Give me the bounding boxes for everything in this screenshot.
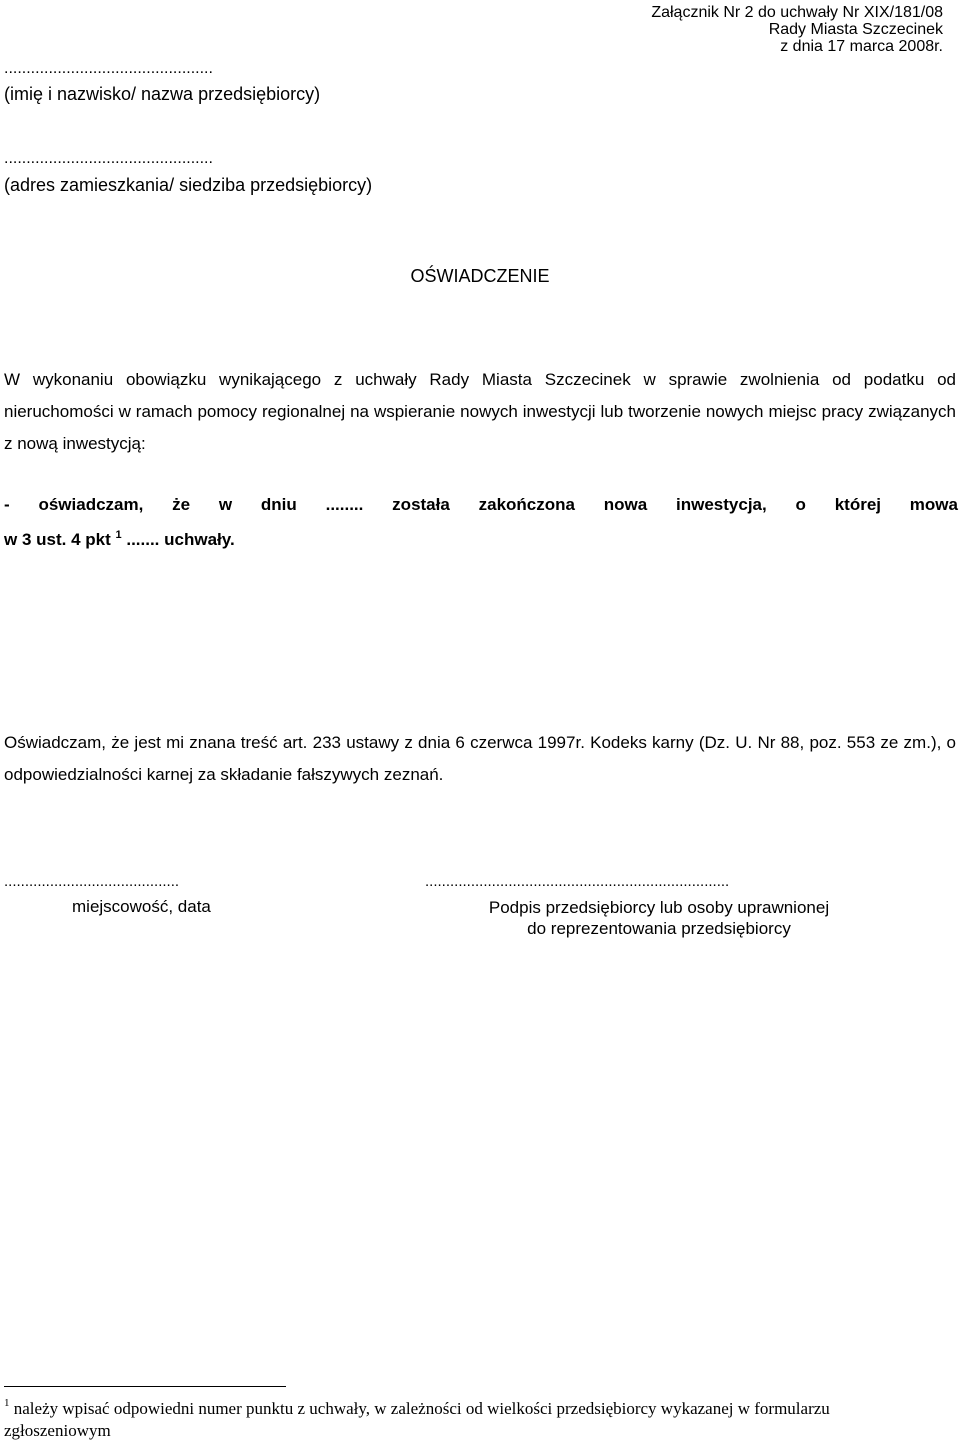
signature-label-line2: do reprezentowania przedsiębiorcy	[527, 919, 791, 938]
signature-label	[480, 897, 838, 939]
footnote-number: 1	[4, 1397, 10, 1409]
signature-dots: .........................................................................	[425, 873, 730, 890]
intro-paragraph: W wykonaniu obowiązku wynikającego z uchwały Rady Miasta Szczecinek w sprawie zwolnienia od podatku od nieruchomości w ramach pomocy regionalnej na wspieranie nowych inwestycji lub tworzenie nowych miejsc pracy związanych z nową inwestycją:	[4, 370, 956, 453]
declaration-line1: - oświadczam, że w dniu ........ została zakończona nowa inwestycja, o której mowa	[4, 495, 958, 514]
attachment-header	[651, 4, 943, 55]
place-date-label: miejscowość, data	[72, 897, 211, 916]
footnote	[4, 1398, 904, 1442]
attachment-header-line2: Rady Miasta Szczecinek	[768, 21, 943, 38]
footnote-reference: 1	[115, 529, 122, 541]
attachment-header-line3: z dnia 17 marca 2008r.	[780, 38, 943, 55]
declaration-line2-start: w 3 ust. 4 pkt	[4, 530, 111, 549]
address-field-dots: ...............................................	[4, 150, 213, 167]
name-field-dots: ...............................................	[4, 60, 213, 77]
place-date-dots: ..........................................	[4, 873, 180, 890]
signature-label-line1: Podpis przedsiębiorcy lub osoby uprawnionej	[488, 898, 830, 917]
footnote-separator	[4, 1386, 286, 1387]
declaration-line2-end: ....... uchwały.	[126, 530, 235, 549]
address-field-caption: (adres zamieszkania/ siedziba przedsiębiorcy)	[4, 175, 373, 195]
document-title: OŚWIADCZENIE	[410, 266, 550, 286]
declaration-line2	[4, 530, 958, 550]
attachment-header-line1: Załącznik Nr 2 do uchwały Nr XIX/181/08	[651, 4, 943, 21]
liability-paragraph: Oświadczam, że jest mi znana treść art. 233 ustawy z dnia 6 czerwca 1997r. Kodeks karny (Dz. U. Nr 88, poz. 553 ze zm.), o odpowiedzialności karnej za składanie fałszywych zeznań.	[4, 733, 956, 784]
footnote-text: należy wpisać odpowiedni numer punktu z uchwały, w zależności od wielkości przedsiębiorcy wykazanej w formularzu zgłoszeniowym	[4, 1399, 830, 1440]
name-field-caption: (imię i nazwisko/ nazwa przedsiębiorcy)	[4, 84, 321, 104]
